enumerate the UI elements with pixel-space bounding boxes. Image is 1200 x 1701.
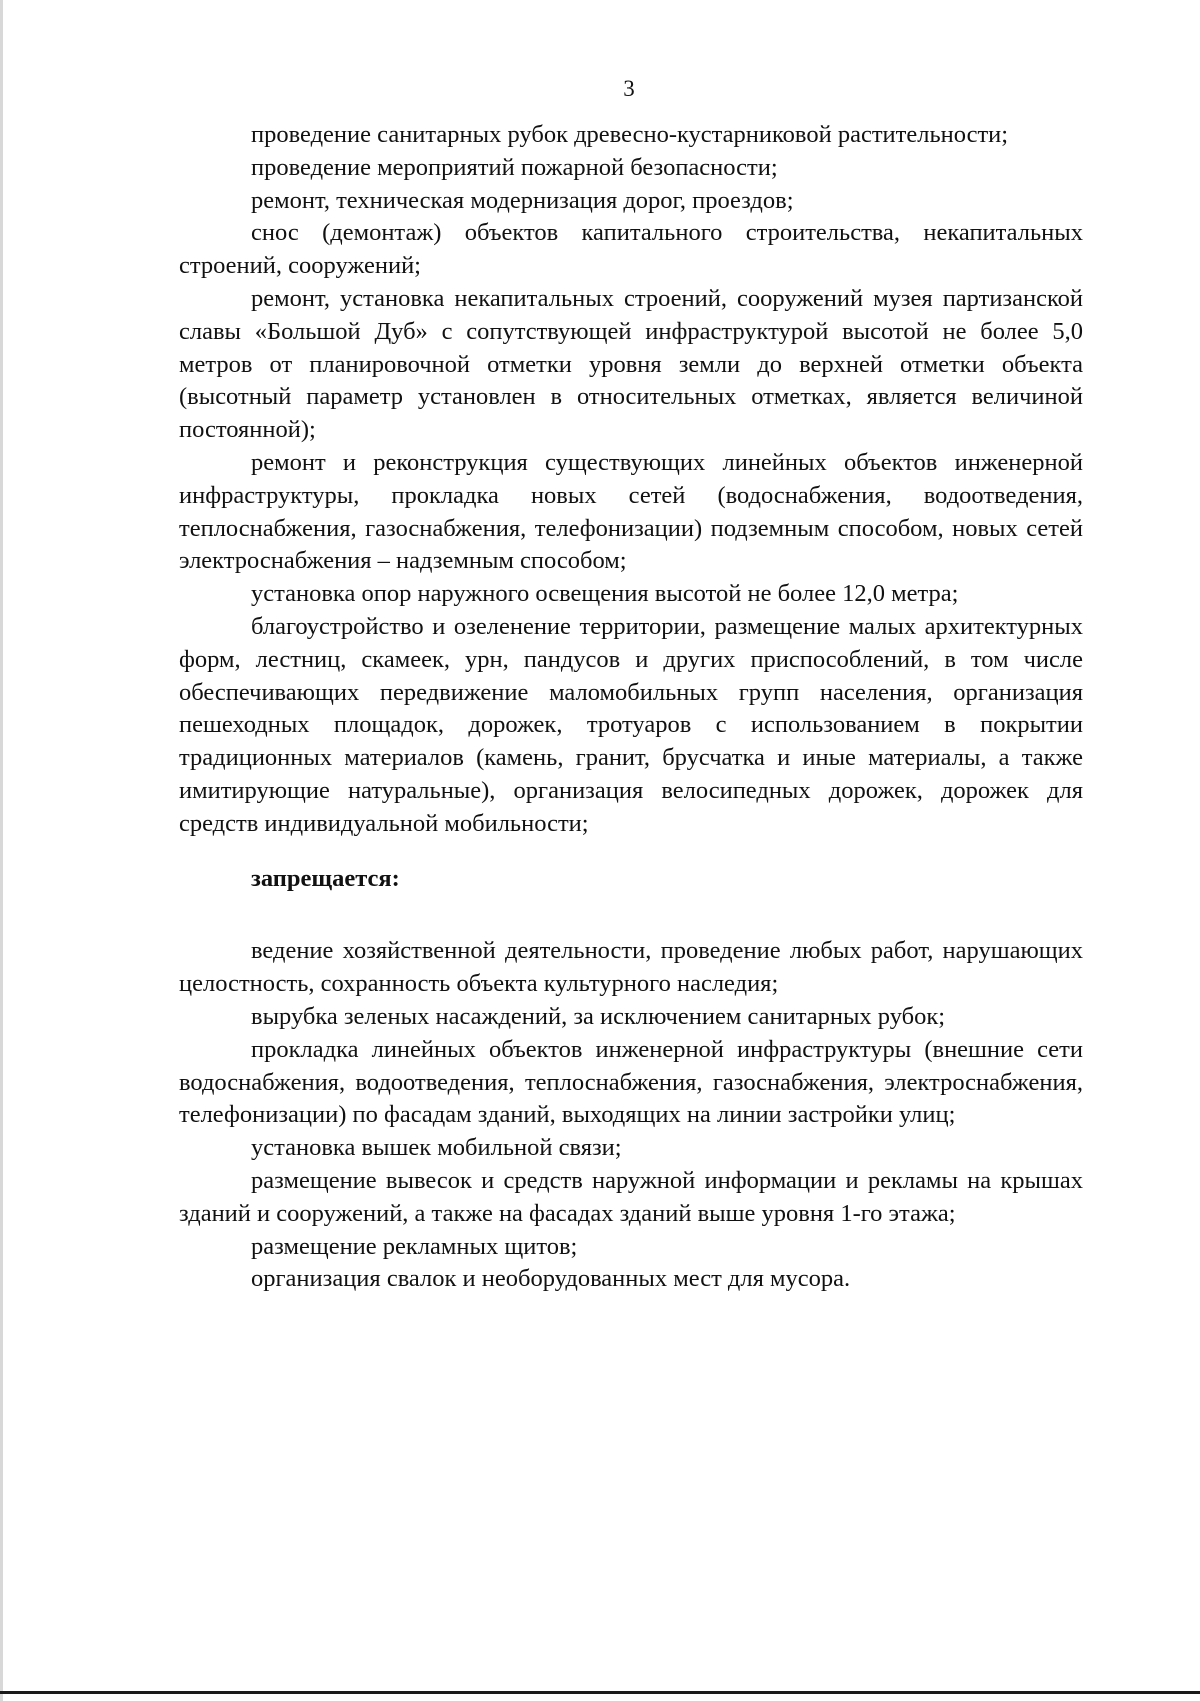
permitted-item: проведение мероприятий пожарной безопасности; — [251, 153, 778, 181]
scan-bottom-edge — [0, 1691, 1200, 1694]
prohibited-item: вырубка зеленых насаждений, за исключением санитарных рубок; — [251, 1002, 946, 1030]
prohibited-heading: запрещается: — [251, 864, 400, 892]
prohibited-item: размещение рекламных щитов; — [251, 1232, 578, 1260]
permitted-list — [179, 119, 1083, 841]
scan-edge-shadow — [0, 0, 3, 1701]
permitted-item: ремонт, техническая модернизация дорог, проездов; — [251, 186, 794, 214]
permitted-item: благоустройство и озеленение территории, размещение малых архитектурных форм, лестниц, скамеек, урн, пандусов и других приспособлений, в том числе обеспечивающих передвижение маломобильных групп населения, организация пешеходных площадок, дорожек, тротуаров с использованием в покрытии традиционных материалов (камень, гранит, брусчатка и иные материалы, а также имитирующие натуральные), организация велосипедных дорожек, дорожек для средств индивидуальной мобильности; — [179, 612, 1083, 837]
prohibited-item: организация свалок и необорудованных мест для мусора. — [251, 1265, 851, 1293]
permitted-item: снос (демонтаж) объектов капитального строительства, некапитальных строений, сооружений; — [179, 219, 1083, 280]
permitted-item: установка опор наружного освещения высотой не более 12,0 метра; — [251, 580, 959, 608]
permitted-item: проведение санитарных рубок древесно-кустарниковой растительности; — [251, 121, 1009, 148]
permitted-item: ремонт и реконструкция существующих линейных объектов инженерной инфраструктуры, прокладка новых сетей (водоснабжения, водоотведения, теплоснабжения, газоснабжения, телефонизации) подземным способом, новых сетей электроснабжения – надземным способом; — [179, 448, 1083, 575]
page-number: 3 — [623, 76, 635, 101]
document-body — [179, 119, 1083, 1296]
prohibited-item: прокладка линейных объектов инженерной инфраструктуры (внешние сети водоснабжения, водоотведения, теплоснабжения, газоснабжения, электроснабжения, телефонизации) по фасадам зданий, выходящих на линии застройки улиц; — [179, 1035, 1083, 1129]
prohibited-item: ведение хозяйственной деятельности, проведение любых работ, нарушающих целостность, сохранность объекта культурного наследия; — [179, 937, 1083, 998]
prohibited-list — [179, 935, 1083, 1296]
prohibited-item: размещение вывесок и средств наружной информации и рекламы на крышах зданий и сооружений, а также на фасадах зданий выше уровня 1-го этажа; — [179, 1166, 1083, 1227]
permitted-item: ремонт, установка некапитальных строений, сооружений музея партизанской славы «Большой Дуб» с сопутствующей инфраструктурой высотой не более 5,0 метров от планировочной отметки уровня земли до верхней отметки объекта (высотный параметр установлен в относительных отметках, является величиной постоянной); — [179, 284, 1083, 444]
prohibited-item: установка вышек мобильной связи; — [251, 1134, 622, 1162]
section-spacer — [179, 895, 1083, 935]
